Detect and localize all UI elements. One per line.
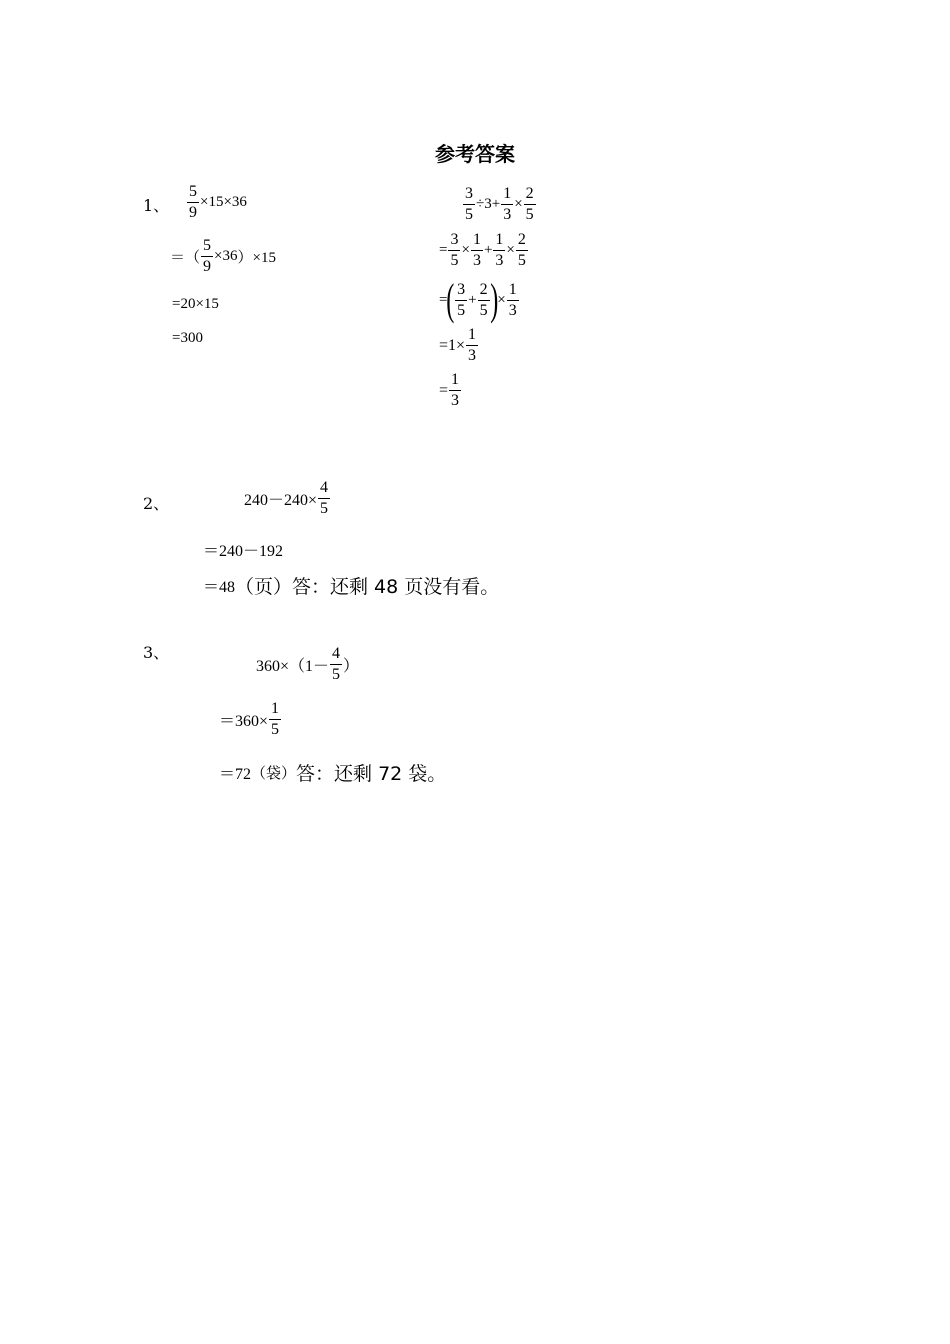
p1-left-line-4: =300 [172, 330, 203, 346]
fraction: $\frac{3}{5}$ [457, 280, 466, 319]
p2-line-2: ＝240－192 [203, 543, 284, 560]
p2-line-1: 240－240× $\frac{4}{5}$ [244, 479, 329, 517]
fraction: $\frac{1}{3}$ [495, 231, 504, 269]
p3-line-2: ＝360× $\frac{1}{5}$ [219, 700, 280, 738]
fraction: $\frac{2}{5}$ [525, 185, 534, 223]
p1-left-line-1: $\frac{5}{9}$ ×15×36 [189, 183, 247, 221]
p2-line-3: ＝48 （页）答：还剩 48 页没有看。 [203, 576, 500, 598]
fraction: $\frac{1}{3}$ [503, 185, 512, 223]
p3-line-3: ＝72 （袋） 答：还剩 72 袋。 [219, 763, 447, 785]
p1-right-line-5: = $\frac{1}{3}$ [439, 371, 460, 409]
fraction: $\frac{5}{9}$ [189, 183, 197, 221]
problem-3-number: 3、 [143, 643, 170, 662]
fraction: $\frac{4}{5}$ [320, 479, 329, 517]
p1-left-line-2: ＝（ $\frac{5}{9}$ ×36 ）×15 [170, 237, 276, 275]
page-title: 参考答案 [435, 142, 515, 166]
p1-right-line-1: $\frac{3}{5}$ ÷3+ $\frac{1}{3}$ × $\frac{2}{5}$ [465, 185, 534, 223]
fraction: $\frac{1}{3}$ [451, 371, 460, 409]
fraction: $\frac{1}{3}$ [508, 280, 517, 319]
fraction: $\frac{1}{3}$ [472, 231, 481, 269]
fraction: $\frac{1}{5}$ [271, 700, 280, 738]
fraction: $\frac{5}{9}$ [203, 237, 212, 275]
problem-2-number: 2、 [143, 494, 170, 513]
p1-left-line-3: =20×15 [172, 296, 219, 312]
p1-right-line-2: = $\frac{3}{5}$ × $\frac{1}{3}$ + $\frac{1}{3}$ × $\frac{2}{5}$ [439, 231, 526, 269]
p1-right-line-4: =1× $\frac{1}{3}$ [439, 326, 477, 364]
fraction: $\frac{2}{5}$ [479, 280, 488, 319]
p3-line-1: 360×（1－ $\frac{4}{5}$ ） [256, 645, 360, 683]
fraction: $\frac{1}{3}$ [468, 326, 477, 364]
p1-right-line-3: = ( $\frac{3}{5}$ + $\frac{2}{5}$ ) × $\frac{1}{3}$ [439, 275, 517, 324]
fraction: $\frac{3}{5}$ [465, 185, 473, 223]
fraction: $\frac{3}{5}$ [450, 231, 459, 269]
fraction: $\frac{4}{5}$ [332, 645, 341, 683]
fraction: $\frac{2}{5}$ [517, 231, 526, 269]
problem-1-number: 1、 [143, 196, 170, 215]
